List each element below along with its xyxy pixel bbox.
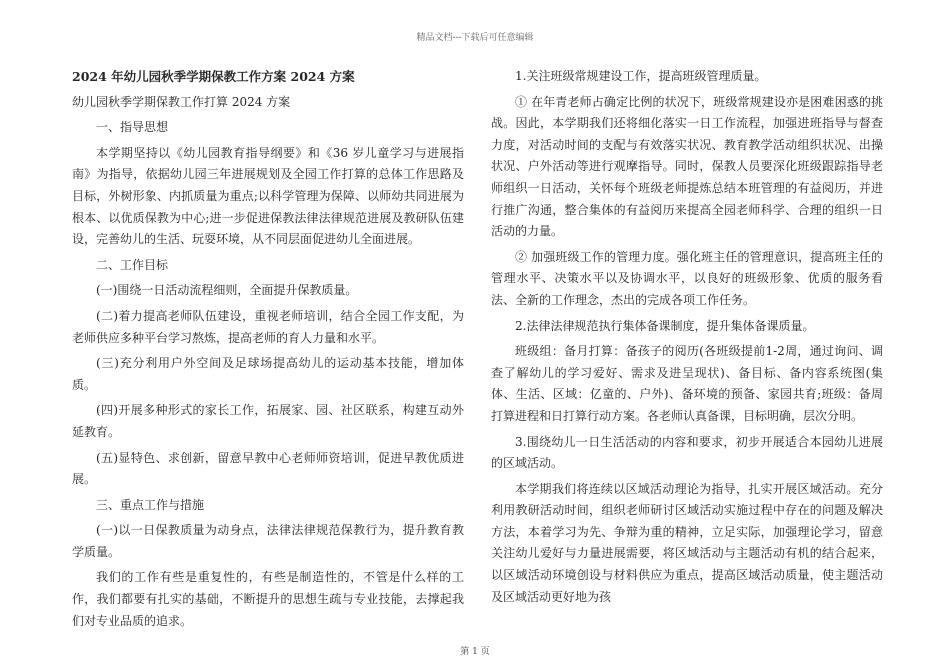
goal-item: (五)显特色、求创新，留意早教中心老师师资培训，促进早教优质进展。 xyxy=(72,450,464,487)
subsection-heading: 3.围绕幼儿一日生活活动的内容和要求，初步开展适合本园幼儿进展的区域活动。 xyxy=(491,434,883,471)
page-number: 第 1 页 xyxy=(460,647,490,657)
subsection-heading: 1.关注班级常规建设工作，提高班级管理质量。 xyxy=(515,69,767,83)
paragraph: 班级组：备月打算：备孩子的阅历(各班级提前1-2周，通过询问、调查了解幼儿的学习爱好、需求及进呈现状)、备目标、备内容系统图(集体、生活、区域：亿童的、户外)、备环境的预备、家园共育;班级：备周打算进程和日打算行动方案。各老师认真备课，目标明确，层次分明。 xyxy=(491,344,883,423)
paragraph: (一)以一日保教质量为动身点，法律法律规范保教行为，提升教育教学质量。 xyxy=(72,523,464,559)
goal-item: (一)围绕一日活动流程细则，全面提升保教质量。 xyxy=(96,283,358,298)
paragraph: 我们的工作有些是重复性的，有些是制造性的，不管是什么样的工作，我们都要有扎实的基础，不断提升的思想生疏与专业技能，去撑起我们对专业品质的追求。 xyxy=(72,570,464,628)
subtitle: 幼儿园秋季学期保教工作打算 2024 方案 xyxy=(72,94,291,109)
document-title: 2024 年幼儿园秋季学期保教工作方案 2024 方案 xyxy=(72,69,355,84)
subsection-heading: 2.法律法律规范执行集体备课制度，提升集体备课质量。 xyxy=(515,318,815,333)
paragraph: 本学期坚持以《幼儿园教育指导纲要》和《36 岁儿童学习与进展指南》为指导，依据幼儿园三年进展规划及全园工作打算的总体工作思路及目标，外树形象、内抓质量为重点;以科学管理为保障、以师幼共同进展为根本、以优质保教为中心;进一步促进保教法律法律规范进展及教研队伍建设，完善幼儿的生活、玩耍环境，从不同层面促进幼儿全面进展。 xyxy=(72,145,464,247)
section-heading-guiding-thought: 一、指导思想 xyxy=(96,120,169,135)
left-column xyxy=(72,66,464,636)
right-column xyxy=(491,66,883,612)
goal-item: (二)着力提高老师队伍建设，重视老师培训，结合全园工作支配，为老师供应多种平台学习熬炼，提高老师的育人力量和水平。 xyxy=(72,308,464,345)
goal-item: (四)开展多种形式的家长工作，拓展家、园、社区联系，构建互动外延教育。 xyxy=(72,403,464,439)
paragraph: ① 在年青老师占确定比例的状况下，班级常规建设亦是困难困惑的挑战。因此，本学期我们还将细化落实一日工作流程，加强进班指导与督查力度，对活动时间的支配与有效落实状况、教育教学活动组织状况、出操状况、户外活动等进行观摩指导。同时，保教人员要深化班级跟踪指导老师组织一日活动，关怀每个班级老师提炼总结本班管理的有益阅历，并进行推广沟通，整合集体的有益阅历来提高全园老师科学、合理的组织一日活动的力量。 xyxy=(491,94,883,239)
paragraph: 本学期我们将连续以区域活动理论为指导，扎实开展区域活动。充分利用教研活动时间，组织老师研讨区域活动实施过程中存在的问题及解决方法，本着学习为先、争辩为重的精神，立足实际，加强理论学习，留意关注幼儿爱好与力量进展需要，将区域活动与主题活动有机的结合起来，以区域活动环境创设与材料供应为重点，提高区域活动质量，使主题活动及区域活动更好地为孩 xyxy=(491,481,883,604)
page-header: 精品文档---下载后可任意编辑 xyxy=(416,33,534,43)
paragraph: ② 加强班级工作的管理力度。强化班主任的管理意识，提高班主任的管理水平、决策水平以及协调水平，以良好的班级形象、优质的服务看法、全新的工作理念，杰出的完成各项工作任务。 xyxy=(491,249,883,307)
section-heading-work-goals: 二、工作目标 xyxy=(96,257,169,272)
section-heading-key-work: 三、重点工作与措施 xyxy=(96,497,205,512)
goal-item: (三)充分利用户外空间及足球场提高幼儿的运动基本技能，增加体质。 xyxy=(72,356,464,392)
